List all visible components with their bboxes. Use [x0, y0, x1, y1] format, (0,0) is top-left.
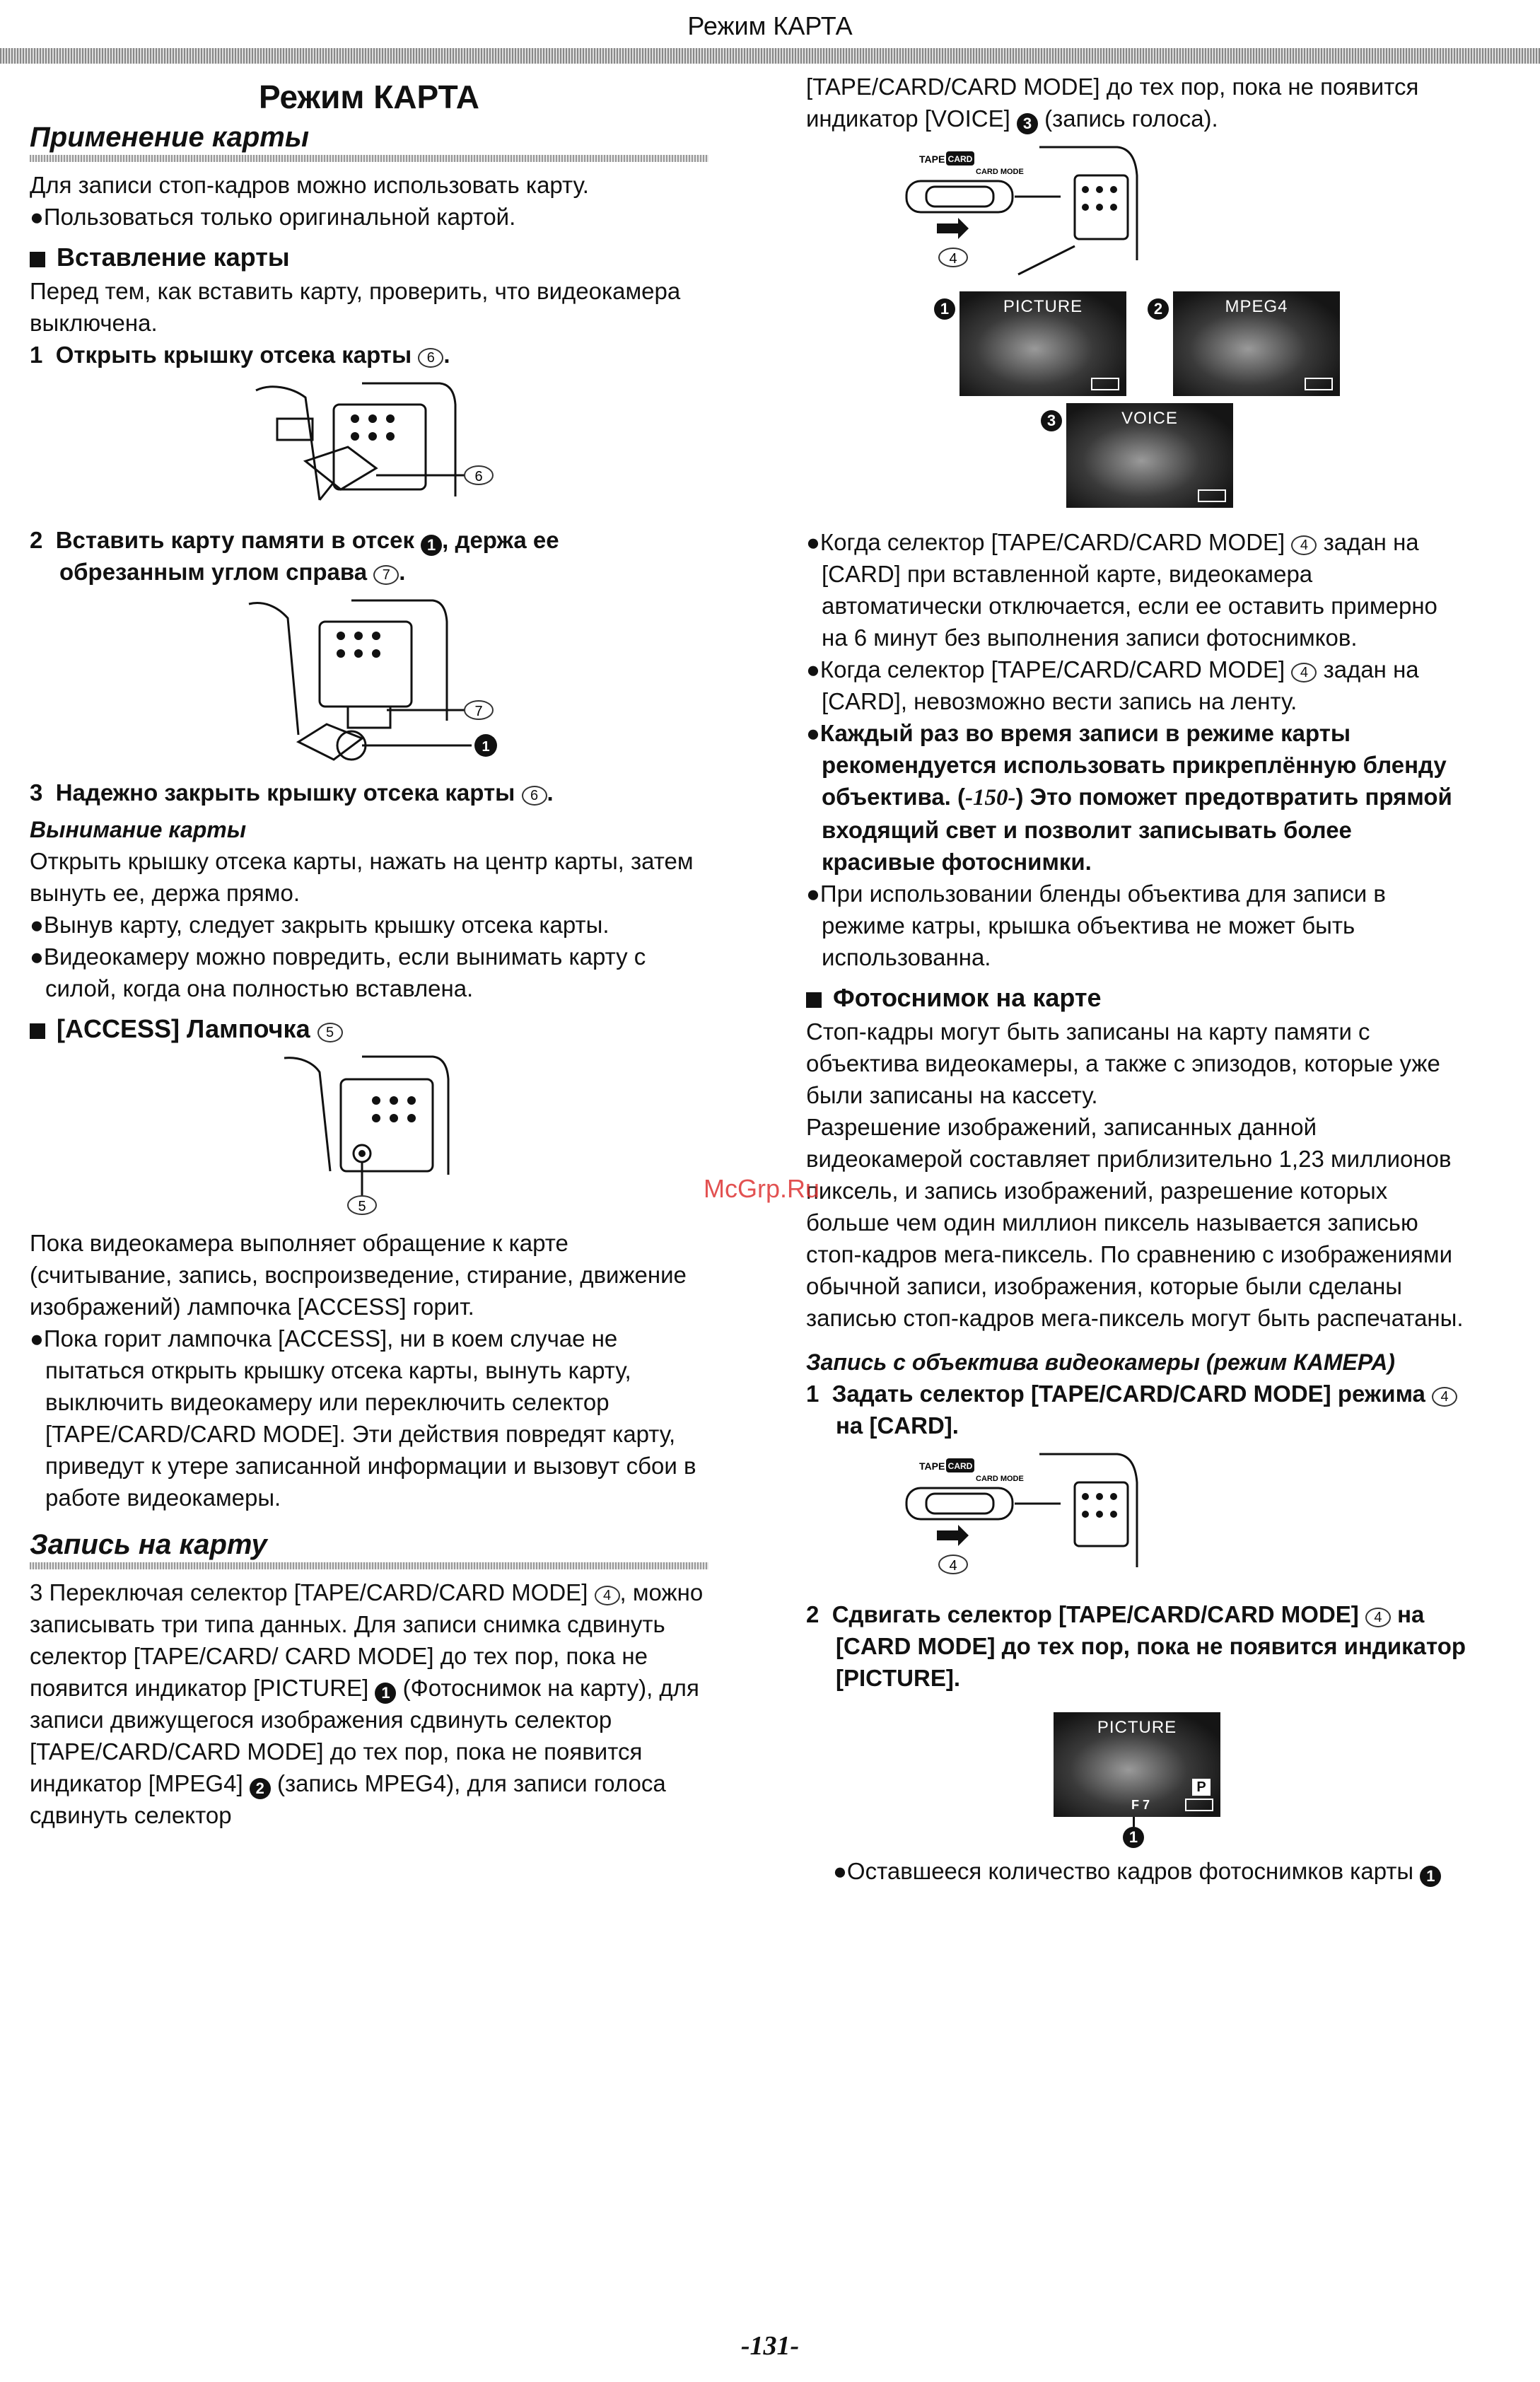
photo-paragraph-1: Стоп-кадры могут быть записаны на карту памяти с объектива видеокамеры, а также с эпизодов, которые уже были записаны на кассету.: [806, 1018, 1440, 1108]
square-bullet-icon: [30, 252, 45, 267]
fig-label: 7: [474, 704, 483, 719]
insert-paragraph: Перед тем, как вставить карту, проверить, что видеокамера выключена.: [30, 278, 681, 336]
screens-row-top: [806, 291, 1468, 396]
camera-mode-heading: Запись с объектива видеокамеры (режим КАМЕРА): [806, 1349, 1395, 1375]
ref-circle: 4: [595, 1586, 620, 1605]
selector-cardmode-label: CARD MODE: [976, 1475, 1024, 1483]
fig-label: 6: [474, 469, 483, 484]
section-rule: [30, 155, 708, 162]
page-number: -131-: [740, 2331, 800, 2361]
fig-label: 4: [949, 251, 957, 267]
continued-paragraph: [TAPE/CARD/CARD MODE] до тех пор, пока не появится индикатор [VOICE] 3 (запись голоса).: [806, 71, 1468, 134]
marker-3: 3: [1017, 113, 1038, 134]
photo-heading: Фотоснимок на карте: [806, 982, 1468, 1014]
picture-screen: PICTURE: [959, 291, 1126, 396]
access-lamp-illustration: [263, 1051, 475, 1217]
access-paragraph: Пока видеокамера выполняет обращение к карте (считывание, запись, воспроизведение, стирание, движение изображений) лампочка [ACCESS] горит.: [30, 1230, 687, 1320]
bullet-lens-hood: ●Каждый раз во время записи в режиме карты рекомендуется использовать прикреплённую бленду объектива. (-150-) Это поможет предотвратить прямой входящий свет и позволит записывать более красивые фотоснимки.: [806, 720, 1452, 875]
access-bullet: ●Пока горит лампочка [ACCESS], ни в коем случае не пытаться открыть крышку отсека карты, вынуть карту, выключить видеокамеру или переключить селектор [TAPE/CARD/CARD MODE]. Эти действия повредят карту, приведут к утере записанной информации и вызовут сбои в работе видеокамеры.: [30, 1325, 696, 1511]
ref-circle: 6: [418, 348, 443, 368]
square-bullet-icon: [806, 992, 822, 1008]
ref-circle: 4: [1291, 663, 1317, 682]
insert-heading: Вставление карты: [30, 241, 708, 274]
selector-tape-label: TAPE: [919, 153, 945, 165]
usage-paragraph: Для записи стоп-кадров можно использовать карту.: [30, 172, 589, 198]
picture-mode-icon: P: [1192, 1779, 1211, 1796]
section-rule: [30, 1562, 708, 1569]
marker-1: 1: [1123, 1827, 1144, 1848]
selector-card-label: CARD: [947, 1461, 973, 1471]
removal-heading: Вынимание карты: [30, 817, 247, 842]
ref-circle: 6: [522, 786, 547, 806]
mode-selector-illustration-2: [891, 1447, 1188, 1588]
ref-circle: 4: [1365, 1608, 1391, 1627]
removal-bullet: ●Видеокамеру можно повредить, если вынимать карту с силой, когда она полностью вставлена.: [30, 943, 646, 1001]
fig-label: 4: [949, 1558, 957, 1574]
remaining-frames-bullet: ●Оставшееся количество кадров фотоснимков карты 1: [833, 1855, 1468, 1887]
bullet-no-tape: ●Когда селектор [TAPE/CARD/CARD MODE] 4 задан на [CARD], невозможно вести запись на ленту.: [806, 656, 1419, 714]
bullet-lens-cap: ●При использовании бленды объектива для записи в режиме катры, крышка объектива не может быть использованна.: [806, 881, 1386, 970]
fig-label: 5: [358, 1199, 366, 1214]
left-column: [30, 71, 708, 1831]
mode-selector-illustration: [891, 140, 1188, 281]
section-usage-heading: Применение карты: [30, 122, 309, 153]
access-heading: [ACCESS] Лампочка 5: [30, 1013, 708, 1045]
page-ref: -150-: [965, 785, 1016, 811]
selector-tape-label: TAPE: [919, 1460, 945, 1472]
step-2: 2 Вставить карту памяти в отсек 1 , держа ее обрезанным углом справа 7 .: [30, 527, 559, 585]
square-bullet-icon: [30, 1023, 45, 1039]
section-record-heading: Запись на карту: [30, 1529, 267, 1560]
marker-2: 2: [250, 1778, 271, 1799]
voice-screen: VOICE: [1066, 403, 1233, 508]
card-cover-open-illustration: [228, 376, 511, 514]
card-indicator-icon: [1198, 489, 1226, 502]
marker-1: 1: [934, 298, 955, 320]
card-indicator-icon: [1185, 1799, 1213, 1811]
picture-screen-block: [806, 1712, 1468, 1848]
selector-cardmode-label: CARD MODE: [976, 168, 1024, 176]
fig-marker: 1: [482, 739, 490, 755]
ref-circle: 7: [373, 565, 399, 585]
frame-count: F 7: [1131, 1798, 1150, 1812]
mpeg4-screen: MPEG4: [1173, 291, 1340, 396]
record-paragraph: 3 Переключая селектор [TAPE/CARD/CARD MODE] 4 , можно записывать три типа данных. Для записи снимка сдвинуть селектор [TAPE/CARD/ CARD MODE] до тех пор, пока не появится индикатор [PICTURE] 1 (Фотоснимок на карту), для записи движущегося изображения сдвинуть селектор [TAPE/CARD/CARD MODE] до тех пор, пока не появится индикатор [MPEG4] 2 (запись MPEG4), для записи голоса сдвинуть селектор: [30, 1579, 704, 1828]
marker-3: 3: [1041, 410, 1062, 431]
watermark: McGrp.Ru: [704, 1174, 820, 1203]
camera-step-2: 2 Сдвигать селектор [TAPE/CARD/CARD MODE] 4 на [CARD MODE] до тех пор, пока не появится индикатор [PICTURE].: [806, 1601, 1466, 1691]
ref-circle: 4: [1291, 535, 1317, 555]
ref-circle: 5: [317, 1023, 343, 1042]
picture-count-screen: PICTURE P F 7: [1054, 1712, 1220, 1817]
header-band: [0, 48, 1540, 64]
removal-paragraph: Открыть крышку отсека карты, нажать на центр карты, затем вынуть ее, держа прямо.: [30, 848, 694, 906]
page-title: Режим КАРТА: [258, 79, 479, 115]
bullet-auto-off: ●Когда селектор [TAPE/CARD/CARD MODE] 4 задан на [CARD] при вставленной карте, видеокамера автоматически отключается, если ее оставить примерно на 6 минут без выполнения записи фотоснимков.: [806, 529, 1437, 651]
marker-1: 1: [1420, 1866, 1441, 1887]
ref-circle: 4: [1432, 1387, 1457, 1407]
marker-2: 2: [1148, 298, 1169, 320]
selector-card-label: CARD: [947, 154, 973, 164]
removal-bullet: ●Вынув карту, следует закрыть крышку отсека карты.: [30, 912, 609, 938]
running-header: Режим КАРТА: [687, 11, 853, 40]
marker-1: 1: [421, 535, 442, 556]
step-3: 3 Надежно закрыть крышку отсека карты 6 .: [30, 779, 554, 806]
card-indicator-icon: [1305, 378, 1333, 390]
camera-step-1: 1 Задать селектор [TAPE/CARD/CARD MODE] режима 4 на [CARD].: [806, 1378, 1468, 1441]
marker-1: 1: [375, 1683, 396, 1704]
photo-paragraph-2: Разрешение изображений, записанных данной видеокамерой составляет приблизительно 1,23 миллионов пиксель, и запись изображений, разрешение которых больше чем один миллион пиксель называется записью стоп-кадров мега-пиксель. По сравнению с изображениями обычной записи, изображения, которые были сделаны записью стоп-кадров мега-пиксель могут быть распечатаны.: [806, 1114, 1464, 1331]
step-1: 1 Открыть крышку отсека карты 6 .: [30, 342, 450, 368]
right-column: [806, 71, 1468, 1887]
card-indicator-icon: [1091, 378, 1119, 390]
screens-row-bottom: [806, 403, 1468, 508]
usage-bullet: ●Пользоваться только оригинальной картой.: [30, 204, 516, 230]
card-insert-illustration: [221, 593, 518, 767]
